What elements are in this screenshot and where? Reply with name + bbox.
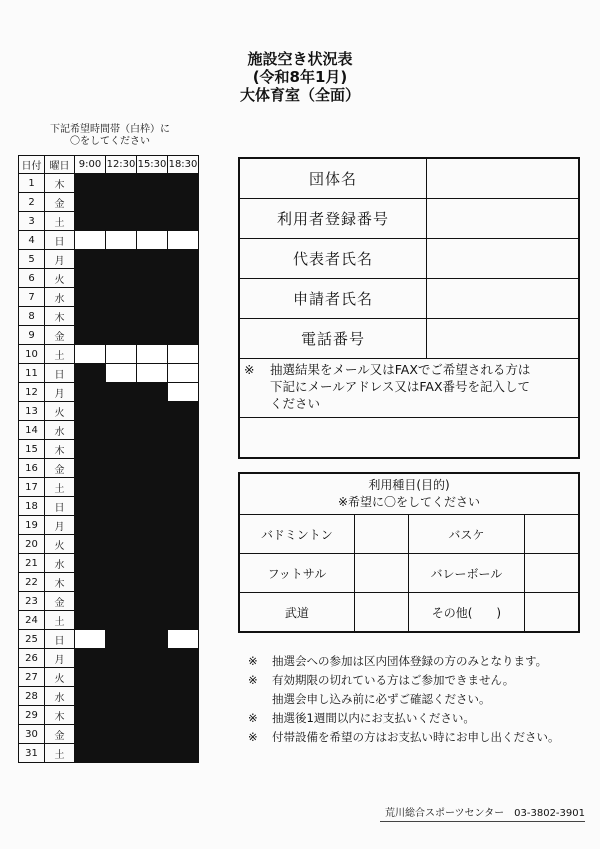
form-field-input[interactable] [427, 199, 580, 239]
slot-unavailable [75, 307, 106, 326]
calendar-weekday: 金 [45, 725, 75, 744]
note-text: 抽選会申し込み前に必ずご確認ください。 [272, 692, 491, 706]
slot-unavailable [106, 326, 137, 345]
calendar-weekday: 金 [45, 592, 75, 611]
purpose-heading-line2: ※希望に〇をしてください [337, 495, 481, 509]
slot-unavailable [168, 725, 199, 744]
slot-unavailable [168, 250, 199, 269]
slot-available[interactable] [137, 364, 168, 383]
slot-unavailable [137, 497, 168, 516]
calendar-instruction [20, 124, 200, 148]
slot-unavailable [75, 516, 106, 535]
calendar-weekday: 土 [45, 212, 75, 231]
calendar-row [19, 687, 199, 706]
calendar-weekday: 木 [45, 307, 75, 326]
slot-unavailable [106, 516, 137, 535]
slot-unavailable [137, 649, 168, 668]
calendar-date: 16 [19, 459, 45, 478]
calendar-row [19, 364, 199, 383]
calendar-weekday: 月 [45, 516, 75, 535]
calendar-row [19, 345, 199, 364]
note-mark: ※ [248, 673, 258, 687]
calendar-date: 28 [19, 687, 45, 706]
calendar-date: 15 [19, 440, 45, 459]
contact-note-line1: 抽選結果をメール又はFAXでご希望される方は [270, 362, 531, 377]
calendar-row [19, 326, 199, 345]
note-text: 抽選後1週間以内にお支払いください。 [272, 711, 475, 725]
contact-note [239, 359, 579, 418]
calendar-date: 7 [19, 288, 45, 307]
purpose-table [238, 472, 580, 633]
slot-unavailable [168, 174, 199, 193]
contact-input[interactable] [239, 418, 579, 459]
form-field-input[interactable] [427, 239, 580, 279]
calendar-date: 23 [19, 592, 45, 611]
form-field-label: 利用者登録番号 [239, 199, 427, 239]
purpose-item-label: フットサル [239, 554, 354, 593]
form-field-input[interactable] [427, 279, 580, 319]
slot-unavailable [75, 592, 106, 611]
calendar-date: 18 [19, 497, 45, 516]
slot-unavailable [168, 535, 199, 554]
calendar-row [19, 706, 199, 725]
slot-available[interactable] [168, 383, 199, 402]
note-text: 抽選会への参加は区内団体登録の方のみとなります。 [272, 654, 548, 668]
slot-unavailable [75, 364, 106, 383]
slot-unavailable [106, 383, 137, 402]
slot-unavailable [137, 573, 168, 592]
calendar-date: 5 [19, 250, 45, 269]
note-text: 付帯設備を希望の方はお支払い時にお申し出ください。 [272, 730, 560, 744]
calendar-date: 27 [19, 668, 45, 687]
slot-unavailable [106, 535, 137, 554]
calendar-weekday: 日 [45, 630, 75, 649]
calendar-date: 19 [19, 516, 45, 535]
calendar-row [19, 516, 199, 535]
calendar-weekday: 火 [45, 535, 75, 554]
slot-unavailable [137, 630, 168, 649]
calendar-weekday: 水 [45, 687, 75, 706]
slot-unavailable [168, 459, 199, 478]
calendar-date: 2 [19, 193, 45, 212]
calendar-header-cell: 日付 [19, 156, 45, 174]
slot-unavailable [106, 649, 137, 668]
purpose-item-check[interactable] [525, 593, 579, 633]
slot-unavailable [137, 212, 168, 231]
doc-month: (令和8年1月) [252, 68, 348, 86]
calendar-row [19, 744, 199, 763]
calendar-date: 12 [19, 383, 45, 402]
slot-unavailable [168, 478, 199, 497]
slot-unavailable [106, 592, 137, 611]
calendar-row [19, 478, 199, 497]
calendar-date: 24 [19, 611, 45, 630]
calendar-date: 21 [19, 554, 45, 573]
slot-unavailable [137, 554, 168, 573]
slot-unavailable [106, 497, 137, 516]
slot-unavailable [168, 269, 199, 288]
footer-contact: 荒川総合スポーツセンター 03-3802-3901 [380, 804, 585, 822]
slot-unavailable [106, 402, 137, 421]
purpose-item-label: バレーボール [408, 554, 524, 593]
form-field-label: 申請者氏名 [239, 279, 427, 319]
slot-unavailable [75, 440, 106, 459]
slot-unavailable [106, 687, 137, 706]
slot-unavailable [137, 269, 168, 288]
slot-unavailable [106, 459, 137, 478]
form-field-input[interactable] [427, 319, 580, 359]
slot-unavailable [106, 478, 137, 497]
calendar-row [19, 383, 199, 402]
notes-list [248, 652, 560, 747]
slot-unavailable [168, 592, 199, 611]
calendar-row [19, 212, 199, 231]
calendar-weekday: 日 [45, 497, 75, 516]
calendar-body [19, 174, 199, 763]
slot-unavailable [168, 744, 199, 763]
slot-unavailable [106, 174, 137, 193]
purpose-item-check[interactable] [525, 515, 579, 554]
calendar-weekday: 月 [45, 250, 75, 269]
slot-unavailable [168, 573, 199, 592]
slot-unavailable [106, 554, 137, 573]
calendar-date: 13 [19, 402, 45, 421]
slot-unavailable [137, 326, 168, 345]
slot-unavailable [106, 440, 137, 459]
slot-unavailable [168, 326, 199, 345]
slot-unavailable [106, 573, 137, 592]
slot-unavailable [137, 421, 168, 440]
calendar-weekday: 水 [45, 421, 75, 440]
slot-available[interactable] [168, 345, 199, 364]
slot-unavailable [137, 725, 168, 744]
slot-unavailable [137, 516, 168, 535]
calendar-row [19, 307, 199, 326]
slot-unavailable [106, 250, 137, 269]
form-field-input[interactable] [427, 158, 580, 199]
slot-unavailable [75, 193, 106, 212]
note-text: 有効期限の切れている方はご参加できません。 [272, 673, 515, 687]
slot-unavailable [137, 668, 168, 687]
calendar-row [19, 535, 199, 554]
calendar-date: 22 [19, 573, 45, 592]
slot-unavailable [106, 706, 137, 725]
note-item [248, 709, 560, 728]
calendar-row [19, 611, 199, 630]
purpose-item-check[interactable] [354, 515, 408, 554]
slot-unavailable [75, 402, 106, 421]
slot-unavailable [106, 307, 137, 326]
form-field-label: 代表者氏名 [239, 239, 427, 279]
note-item [248, 690, 560, 709]
slot-unavailable [137, 307, 168, 326]
slot-unavailable [75, 744, 106, 763]
slot-unavailable [137, 478, 168, 497]
calendar-weekday: 火 [45, 269, 75, 288]
slot-unavailable [106, 421, 137, 440]
calendar-row [19, 440, 199, 459]
slot-unavailable [168, 554, 199, 573]
purpose-item-label: バスケ [408, 515, 524, 554]
calendar-weekday: 火 [45, 668, 75, 687]
slot-unavailable [106, 288, 137, 307]
purpose-heading-line1: 利用種目(目的) [368, 478, 450, 492]
doc-title: 施設空き状況表 [247, 50, 353, 68]
purpose-item-check[interactable] [354, 554, 408, 593]
calendar-row [19, 269, 199, 288]
slot-unavailable [168, 402, 199, 421]
calendar-weekday: 金 [45, 459, 75, 478]
calendar-weekday: 火 [45, 402, 75, 421]
calendar-weekday: 土 [45, 345, 75, 364]
slot-unavailable [168, 288, 199, 307]
doc-facility: 大体育室（全面） [239, 86, 360, 104]
slot-available[interactable] [106, 345, 137, 364]
note-item [248, 652, 560, 671]
purpose-item-label: その他( ) [408, 593, 524, 633]
slot-unavailable [75, 326, 106, 345]
calendar-weekday: 日 [45, 231, 75, 250]
slot-unavailable [75, 269, 106, 288]
calendar-header-cell: 9:00 [75, 156, 106, 174]
calendar-date: 26 [19, 649, 45, 668]
slot-unavailable [168, 668, 199, 687]
slot-unavailable [168, 307, 199, 326]
slot-unavailable [137, 706, 168, 725]
slot-unavailable [75, 250, 106, 269]
calendar-header-cell: 曜日 [45, 156, 75, 174]
slot-unavailable [168, 516, 199, 535]
note-mark: ※ [248, 654, 258, 668]
calendar-row [19, 592, 199, 611]
calendar-weekday: 木 [45, 440, 75, 459]
slot-unavailable [106, 668, 137, 687]
calendar-header-cell: 18:30 [168, 156, 199, 174]
calendar-weekday: 金 [45, 326, 75, 345]
note-item [248, 671, 560, 690]
slot-unavailable [137, 535, 168, 554]
slot-unavailable [75, 497, 106, 516]
slot-unavailable [168, 706, 199, 725]
calendar-weekday: 金 [45, 193, 75, 212]
slot-unavailable [75, 649, 106, 668]
calendar-date: 17 [19, 478, 45, 497]
calendar-row [19, 573, 199, 592]
slot-unavailable [137, 592, 168, 611]
slot-unavailable [75, 725, 106, 744]
form-field-label: 団体名 [239, 158, 427, 199]
slot-unavailable [137, 611, 168, 630]
slot-available[interactable] [137, 345, 168, 364]
slot-unavailable [137, 174, 168, 193]
slot-unavailable [75, 687, 106, 706]
contact-note-line3: ください [270, 396, 321, 411]
calendar-row [19, 554, 199, 573]
calendar-date: 4 [19, 231, 45, 250]
calendar-instruction-line1: 下記希望時間帯（白枠）に [50, 124, 170, 135]
calendar-weekday: 月 [45, 383, 75, 402]
slot-available[interactable] [106, 364, 137, 383]
slot-unavailable [168, 649, 199, 668]
slot-unavailable [137, 687, 168, 706]
slot-unavailable [75, 212, 106, 231]
calendar-date: 6 [19, 269, 45, 288]
slot-unavailable [137, 288, 168, 307]
calendar-row [19, 231, 199, 250]
purpose-item-check[interactable] [354, 593, 408, 633]
slot-unavailable [75, 573, 106, 592]
calendar-header-cell: 12:30 [106, 156, 137, 174]
calendar-row [19, 174, 199, 193]
calendar-date: 3 [19, 212, 45, 231]
contact-note-line2: 下記にメールアドレス又はFAX番号を記入して [270, 379, 531, 394]
calendar-date: 31 [19, 744, 45, 763]
calendar-row [19, 250, 199, 269]
slot-unavailable [75, 459, 106, 478]
slot-unavailable [137, 440, 168, 459]
purpose-item-label: 武道 [239, 593, 354, 633]
slot-unavailable [106, 269, 137, 288]
slot-available[interactable] [106, 231, 137, 250]
slot-unavailable [137, 459, 168, 478]
calendar-row [19, 421, 199, 440]
slot-unavailable [106, 193, 137, 212]
calendar-date: 25 [19, 630, 45, 649]
note-mark: ※ [248, 730, 258, 744]
slot-unavailable [168, 212, 199, 231]
calendar-row [19, 668, 199, 687]
slot-unavailable [106, 630, 137, 649]
slot-unavailable [168, 611, 199, 630]
slot-available[interactable] [75, 345, 106, 364]
slot-unavailable [137, 193, 168, 212]
slot-unavailable [106, 744, 137, 763]
slot-unavailable [137, 383, 168, 402]
calendar-weekday: 木 [45, 174, 75, 193]
slot-unavailable [168, 421, 199, 440]
note-item [248, 728, 560, 747]
slot-available[interactable] [168, 630, 199, 649]
calendar-weekday: 月 [45, 649, 75, 668]
calendar-row [19, 630, 199, 649]
slot-unavailable [168, 687, 199, 706]
calendar-weekday: 土 [45, 478, 75, 497]
calendar-row [19, 193, 199, 212]
purpose-item-check[interactable] [525, 554, 579, 593]
slot-unavailable [106, 212, 137, 231]
calendar-weekday: 水 [45, 288, 75, 307]
calendar-date: 11 [19, 364, 45, 383]
slot-unavailable [137, 250, 168, 269]
calendar-weekday: 土 [45, 611, 75, 630]
purpose-heading [239, 473, 579, 515]
calendar-instruction-line2: 〇をしてください [70, 136, 150, 147]
calendar-row [19, 288, 199, 307]
calendar-date: 9 [19, 326, 45, 345]
calendar-row [19, 649, 199, 668]
calendar-row [19, 402, 199, 421]
slot-unavailable [75, 535, 106, 554]
slot-unavailable [168, 193, 199, 212]
calendar-date: 8 [19, 307, 45, 326]
slot-unavailable [75, 706, 106, 725]
calendar-date: 29 [19, 706, 45, 725]
note-mark [248, 690, 272, 709]
calendar-weekday: 日 [45, 364, 75, 383]
calendar-row [19, 459, 199, 478]
applicant-form [238, 157, 580, 459]
note-mark: ※ [244, 362, 255, 377]
slot-unavailable [75, 174, 106, 193]
calendar-date: 1 [19, 174, 45, 193]
slot-unavailable [168, 497, 199, 516]
slot-unavailable [75, 421, 106, 440]
slot-unavailable [75, 478, 106, 497]
slot-unavailable [75, 383, 106, 402]
slot-available[interactable] [75, 630, 106, 649]
calendar-header-cell: 15:30 [137, 156, 168, 174]
slot-unavailable [137, 744, 168, 763]
slot-unavailable [106, 725, 137, 744]
slot-unavailable [106, 611, 137, 630]
calendar-date: 10 [19, 345, 45, 364]
slot-unavailable [137, 402, 168, 421]
calendar-date: 14 [19, 421, 45, 440]
calendar-weekday: 土 [45, 744, 75, 763]
calendar-row [19, 497, 199, 516]
calendar-weekday: 木 [45, 706, 75, 725]
slot-unavailable [168, 440, 199, 459]
slot-available[interactable] [168, 364, 199, 383]
slot-unavailable [75, 668, 106, 687]
calendar-row [19, 725, 199, 744]
slot-available[interactable] [137, 231, 168, 250]
note-mark: ※ [248, 711, 258, 725]
calendar-weekday: 水 [45, 554, 75, 573]
calendar-date: 20 [19, 535, 45, 554]
slot-unavailable [75, 611, 106, 630]
purpose-item-label: バドミントン [239, 515, 354, 554]
calendar-weekday: 木 [45, 573, 75, 592]
slot-available[interactable] [168, 231, 199, 250]
slot-unavailable [75, 288, 106, 307]
slot-available[interactable] [75, 231, 106, 250]
form-field-label: 電話番号 [239, 319, 427, 359]
calendar-date: 30 [19, 725, 45, 744]
slot-unavailable [75, 554, 106, 573]
calendar-header-row [19, 156, 199, 174]
availability-calendar [18, 155, 199, 763]
